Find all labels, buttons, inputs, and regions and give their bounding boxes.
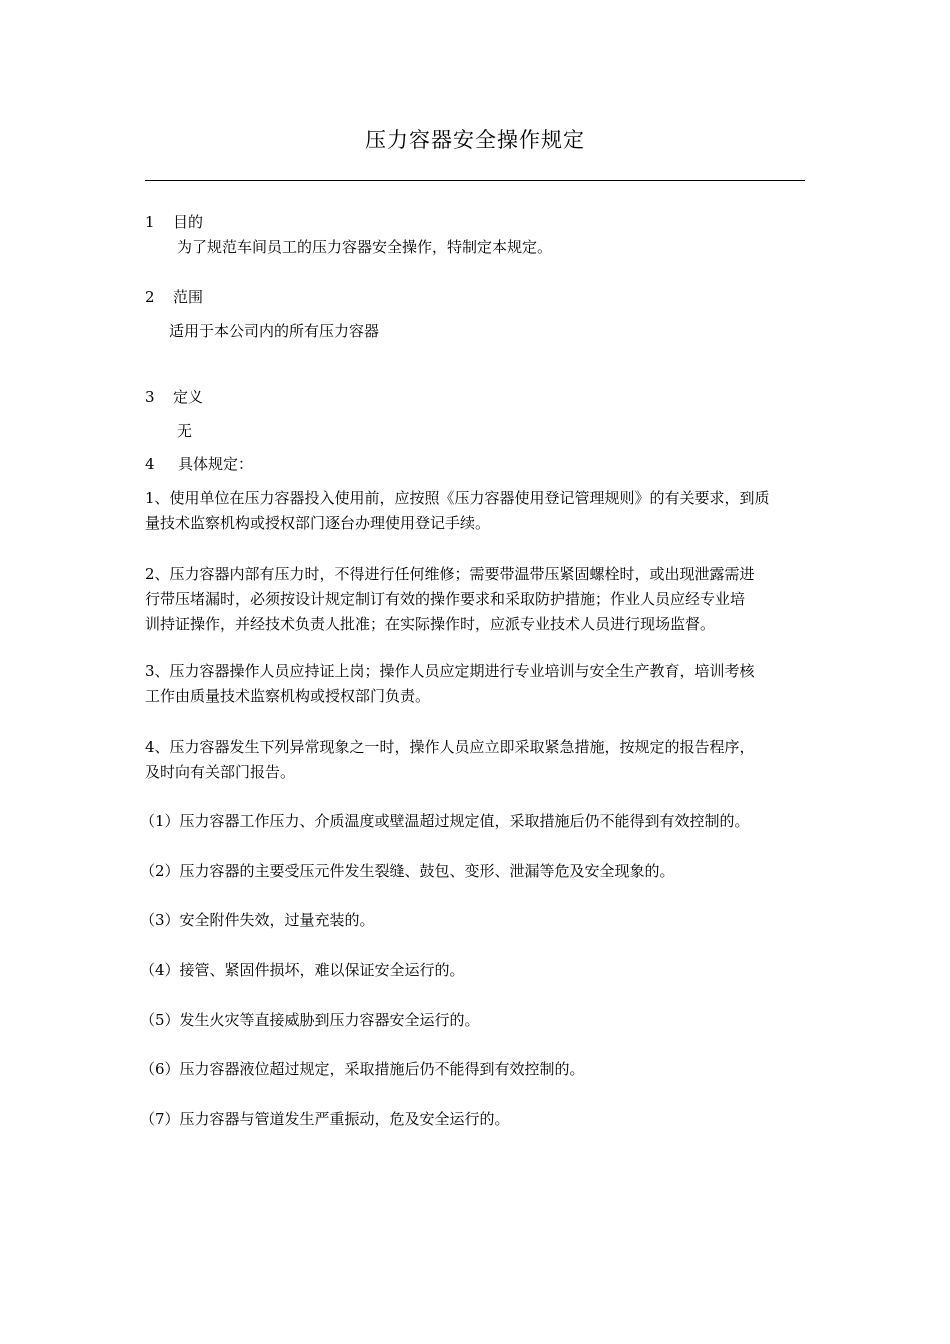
paragraph-line: 工作由质量技术监察机构或授权部门负责。 <box>145 687 431 705</box>
condition-item: （3）安全附件失效，过量充装的。 <box>140 911 375 929</box>
rule-1-paragraph <box>145 486 810 536</box>
condition-item: （7）压力容器与管道发生严重振动，危及安全运行的。 <box>140 1110 510 1128</box>
rule-2-paragraph <box>145 562 810 637</box>
section-1-heading <box>145 210 203 234</box>
section-title: 具体规定： <box>178 455 254 473</box>
paragraph-line: 训持证操作，并经技术负责人批准；在实际操作时，应派专业技术人员进行现场监督。 <box>145 615 716 633</box>
condition-item: （1）压力容器工作压力、介质温度或壁温超过规定值，采取措施后仍不能得到有效控制的。 <box>140 812 750 830</box>
section-title: 范围 <box>173 288 204 306</box>
section-number: 4 <box>145 455 155 473</box>
paragraph-line: 2、压力容器内部有压力时，不得进行任何维修；需要带温带压紧固螺栓时，或出现泄露需进 <box>145 565 755 583</box>
condition-item: （2）压力容器的主要受压元件发生裂缝、鼓包、变形、泄漏等危及安全现象的。 <box>140 862 675 880</box>
section-4-heading <box>145 452 253 476</box>
rule-3-paragraph <box>145 659 810 709</box>
section-3-body: 无 <box>177 422 193 440</box>
title-divider <box>145 180 805 181</box>
condition-item: （4）接管、紧固件损坏，难以保证安全运行的。 <box>140 961 465 979</box>
paragraph-line: 量技术监察机构或授权部门逐台办理使用登记手续。 <box>145 514 491 532</box>
paragraph-line: 及时向有关部门报告。 <box>145 763 296 781</box>
section-title: 定义 <box>173 388 204 406</box>
rule-4-paragraph <box>145 735 810 785</box>
paragraph-line: 4、压力容器发生下列异常现象之一时，操作人员应立即采取紧急措施，按规定的报告程序， <box>145 738 755 756</box>
section-number: 3 <box>145 388 155 406</box>
section-2-heading <box>145 285 203 309</box>
page-title: 压力容器安全操作规定 <box>365 128 585 152</box>
section-2-body: 适用于本公司内的所有压力容器 <box>169 322 380 340</box>
section-1-body: 为了规范车间员工的压力容器安全操作，特制定本规定。 <box>177 238 553 256</box>
paragraph-line: 1、使用单位在压力容器投入使用前，应按照《压力容器使用登记管理规则》的有关要求，到质 <box>145 489 770 507</box>
section-number: 2 <box>145 288 155 306</box>
section-title: 目的 <box>173 213 204 231</box>
condition-item: （5）发生火灾等直接威胁到压力容器安全运行的。 <box>140 1011 480 1029</box>
section-number: 1 <box>145 213 155 231</box>
paragraph-line: 3、压力容器操作人员应持证上岗；操作人员应定期进行专业培训与安全生产教育，培训考核 <box>145 662 755 680</box>
paragraph-line: 行带压堵漏时，必须按设计规定制订有效的操作要求和采取防护措施；作业人员应经专业培 <box>145 590 746 608</box>
condition-item: （6）压力容器液位超过规定，采取措施后仍不能得到有效控制的。 <box>140 1060 585 1078</box>
section-3-heading <box>145 385 203 409</box>
